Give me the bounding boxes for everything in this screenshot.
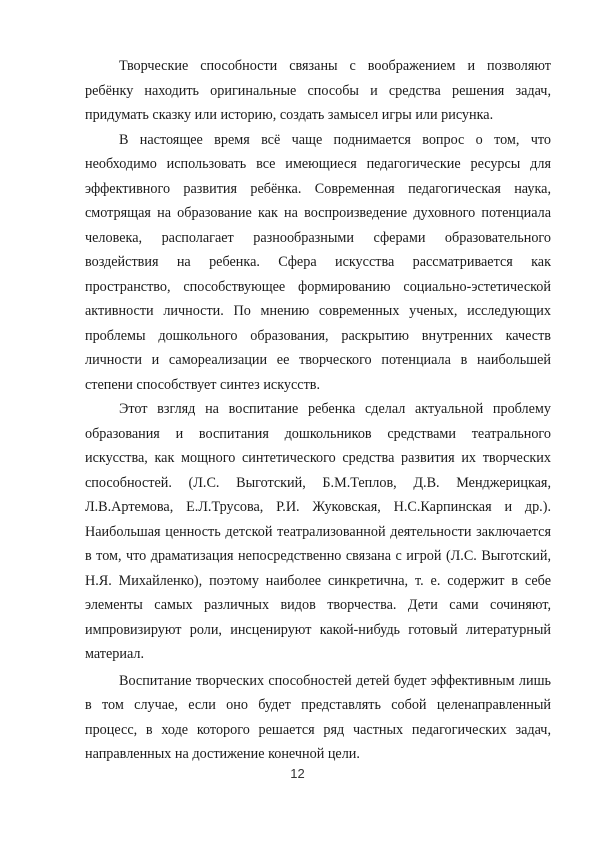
- paragraph-3: Этот взгляд на воспитание ребенка сделал актуальной проблему образования и воспитания дошкольников средствами театрального искусства, как мощного синтетического средства развития их творческих способностей. (Л.С. Выготский, Б.М.Теплов, Д.В. Менджерицкая, Л.В.Артемова, Е.Л.Трусова, Р.И. Жуковская, Н.С.Карпинская и др.). Наибольшая ценность детской театрализованной деятельности заключается в том, что драматизация непосредственно связана с игрой (Л.С. Выготский, Н.Я. Михайленко), поэтому наиболее синкретична, т. е. содержит в себе элементы самых различных видов творчества. Дети сами сочиняют, импровизируют роли, инсценируют какой-нибудь готовый литературный материал.: [85, 401, 551, 662]
- paragraph-2: В настоящее время всё чаще поднимается вопрос о том, что необходимо использовать все имеющиеся педагогические ресурсы для эффективного развития ребёнка. Современная педагогическая наука, смотрящая на образование как на воспроизведение духовного потенциала человека, располагает разнообразными сферами образовательного воздействия на ребенка. Сфера искусства рассматривается как пространство, способствующее формированию социально-эстетической активности личности. По мнению современных ученых, исследующих проблемы дошкольного образования, раскрытию внутренних качеств личности и самореализации ее творческого потенциала в наибольшей степени способствует синтез искусств.: [85, 131, 551, 393]
- page-number: 12: [290, 766, 305, 781]
- paragraph-4: Воспитание творческих способностей детей будет эффективным лишь в том случае, если оно будет представлять собой целенаправленный процесс, в ходе которого решается ряд частных педагогических задач, направленных на достижение конечной цели.: [85, 672, 551, 762]
- paragraph-1: Творческие способности связаны с воображением и позволяют ребёнку находить оригинальные способы и средства решения задач, придумать сказку или историю, создать замысел игры или рисунка.: [85, 58, 551, 123]
- document-page: [85, 54, 551, 767]
